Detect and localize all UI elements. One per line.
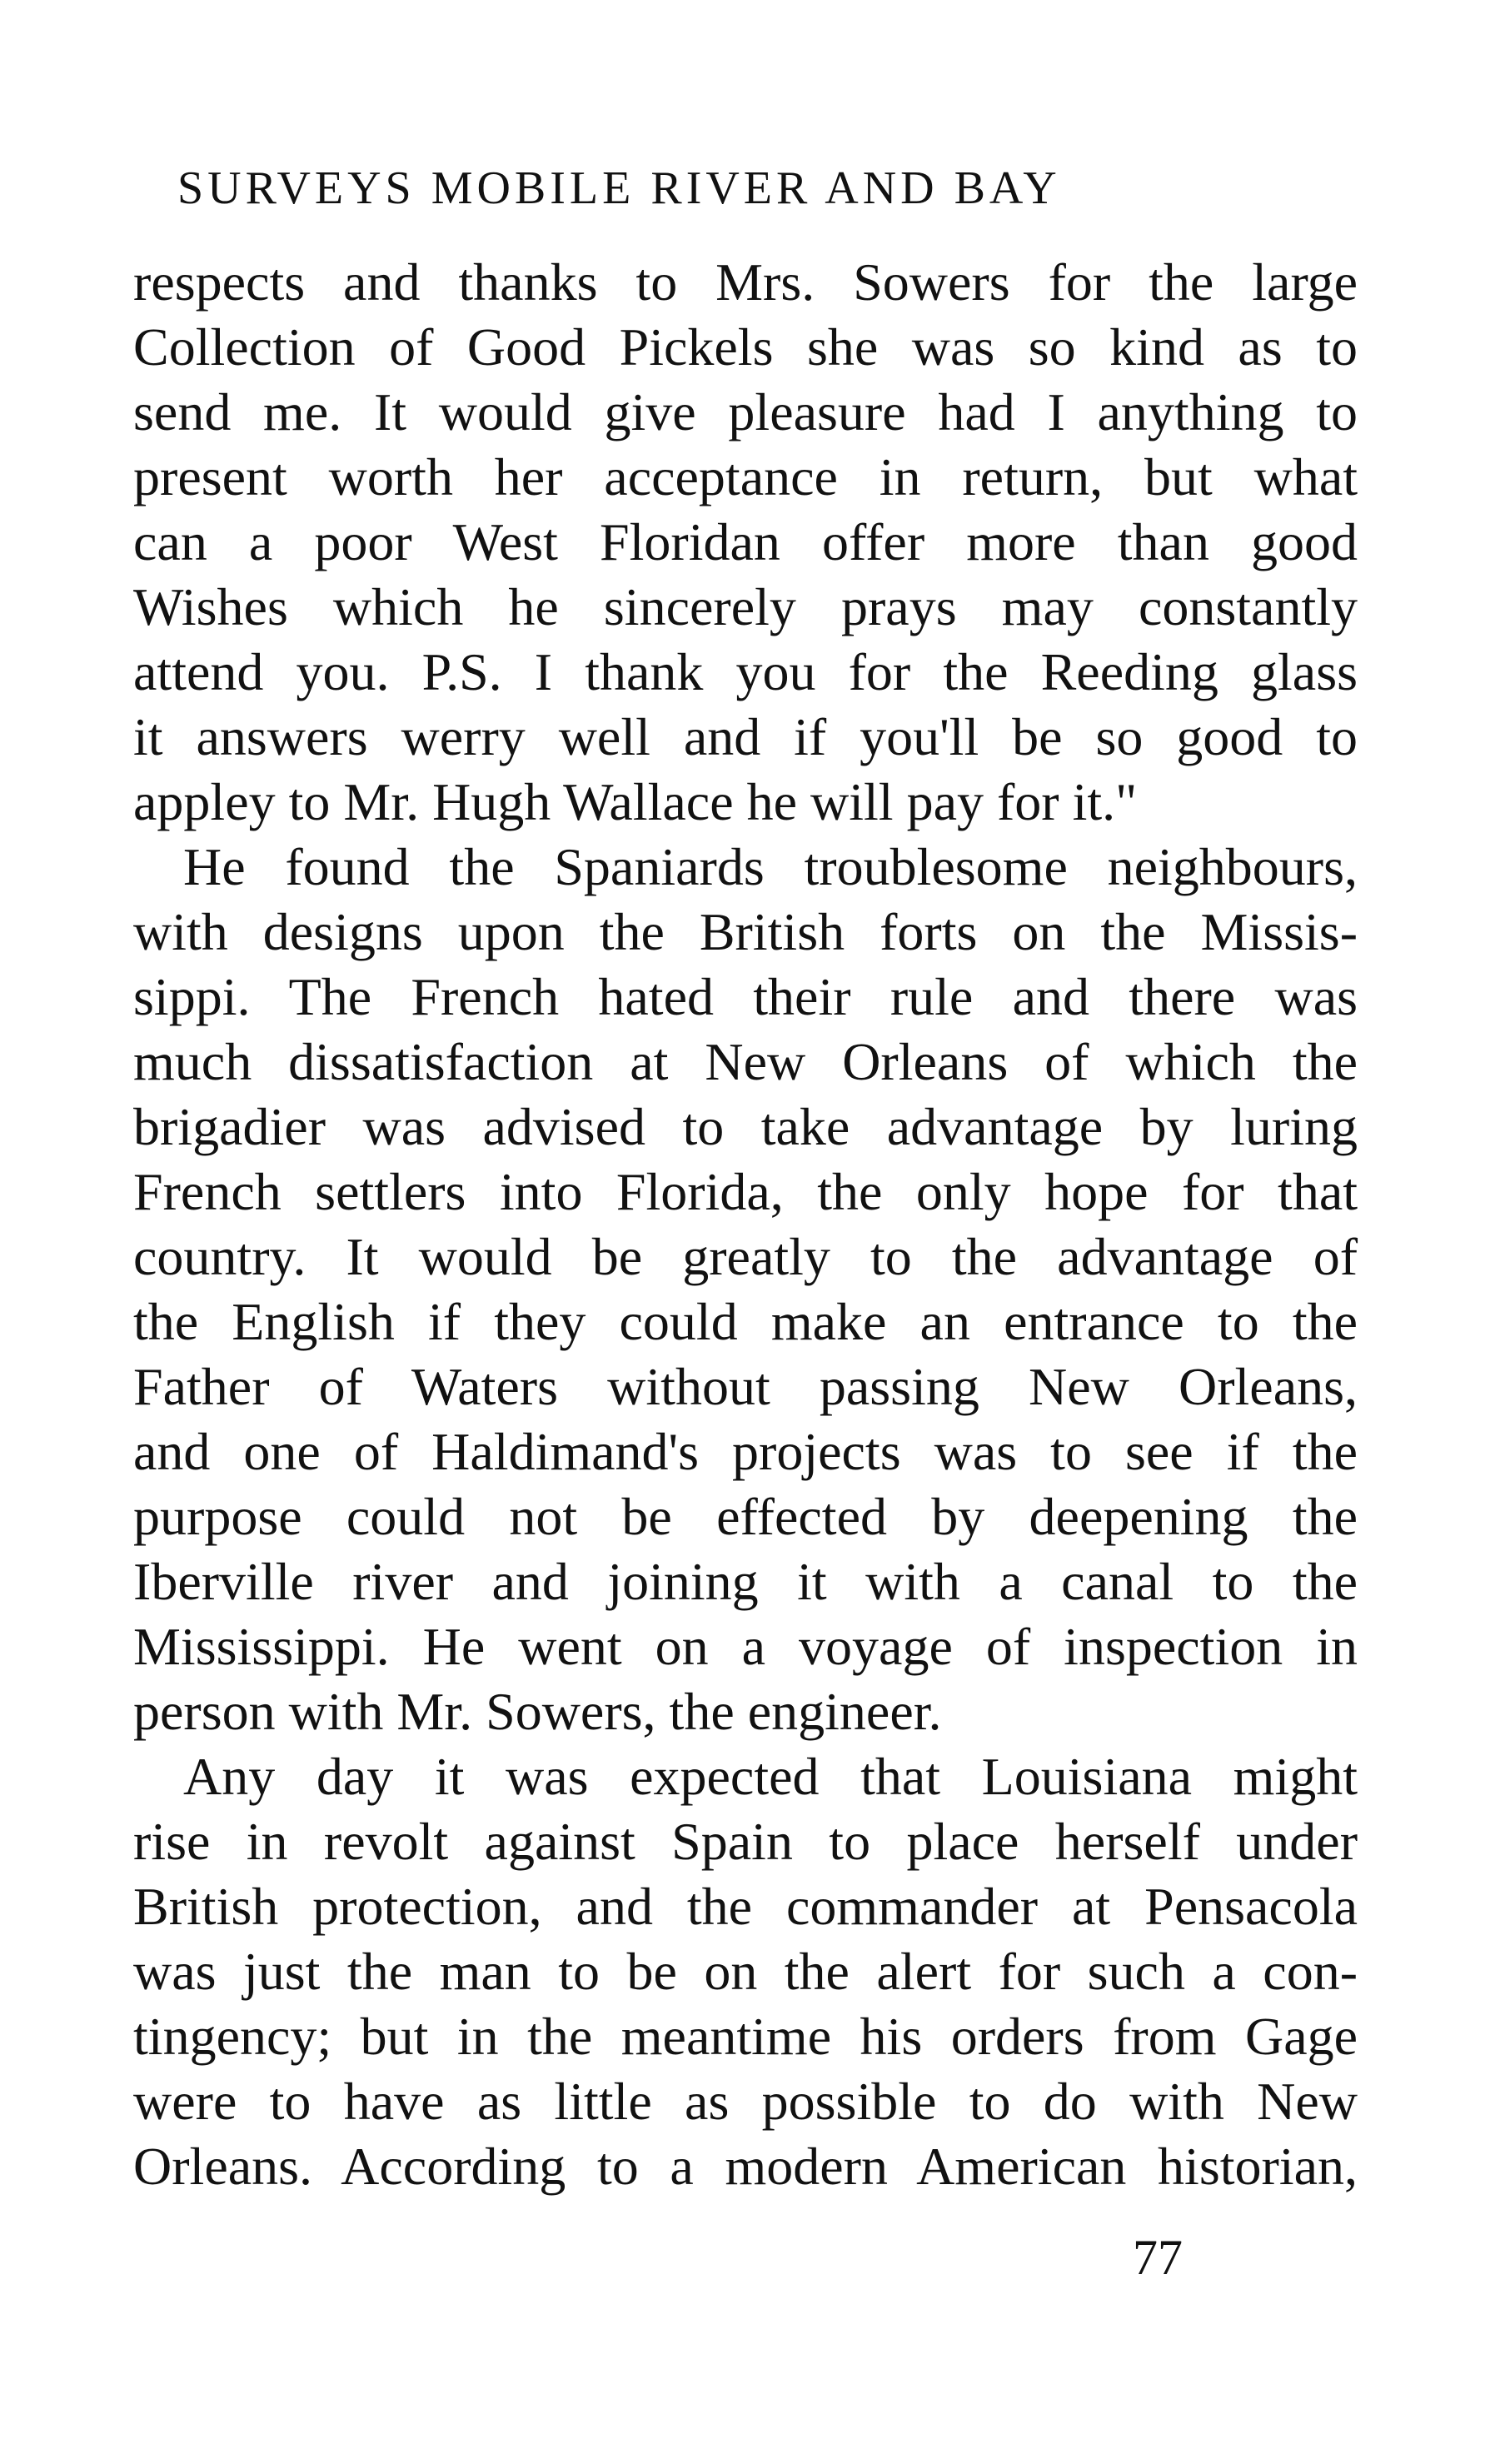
text-line: Collection of Good Pickels she was so kind as to — [133, 317, 1358, 377]
text-line: purpose could not be effected by deepening the — [133, 1487, 1358, 1546]
text-line: British protection, and the commander at Pensacola — [133, 1877, 1358, 1936]
text-line: Any day it was expected that Louisiana might — [183, 1747, 1358, 1806]
text-line: rise in revolt against Spain to place herself under — [133, 1812, 1358, 1871]
text-line: attend you. P.S. I thank you for the Reeding glass — [133, 642, 1358, 701]
text-line: country. It would be greatly to the advantage of — [133, 1227, 1358, 1286]
text-line: and one of Haldimand's projects was to see if the — [133, 1422, 1358, 1481]
text-line: with designs upon the British forts on the Missis- — [133, 902, 1358, 961]
text-line: were to have as little as possible to do with New — [133, 2072, 1358, 2131]
text-line: French settlers into Florida, the only hope for that — [133, 1162, 1358, 1221]
text-line: it answers werry well and if you'll be so good to — [133, 707, 1358, 766]
text-line: present worth her acceptance in return, but what — [133, 447, 1358, 506]
text-line: sippi. The French hated their rule and there was — [133, 967, 1358, 1026]
text-line: the English if they could make an entrance to the — [133, 1292, 1358, 1351]
text-line: was just the man to be on the alert for such a con- — [133, 1942, 1358, 2001]
text-line: can a poor West Floridan offer more than good — [133, 512, 1358, 571]
text-line: much dissatisfaction at New Orleans of which the — [133, 1032, 1358, 1091]
running-head: SURVEYS MOBILE RIVER AND BAY — [177, 162, 1061, 214]
text-line: person with Mr. Sowers, the engineer. — [133, 1682, 942, 1741]
text-line: Iberville river and joining it with a canal to the — [133, 1552, 1358, 1611]
body-text — [133, 250, 1358, 2199]
text-line: appley to Mr. Hugh Wallace he will pay for it." — [133, 772, 1138, 831]
text-line: tingency; but in the meantime his orders from Gage — [133, 2007, 1358, 2066]
page-number: 77 — [1133, 2230, 1183, 2285]
text-line: Father of Waters without passing New Orleans, — [133, 1357, 1358, 1416]
text-line: Orleans. According to a modern American historian, — [133, 2137, 1358, 2196]
text-line: respects and thanks to Mrs. Sowers for the large — [133, 252, 1358, 312]
text-line: send me. It would give pleasure had I anything to — [133, 382, 1358, 441]
text-line: brigadier was advised to take advantage by luring — [133, 1097, 1358, 1156]
text-line: He found the Spaniards troublesome neighbours, — [183, 837, 1358, 896]
text-line: Mississippi. He went on a voyage of inspection in — [133, 1617, 1358, 1676]
text-line: Wishes which he sincerely prays may constantly — [133, 577, 1358, 636]
